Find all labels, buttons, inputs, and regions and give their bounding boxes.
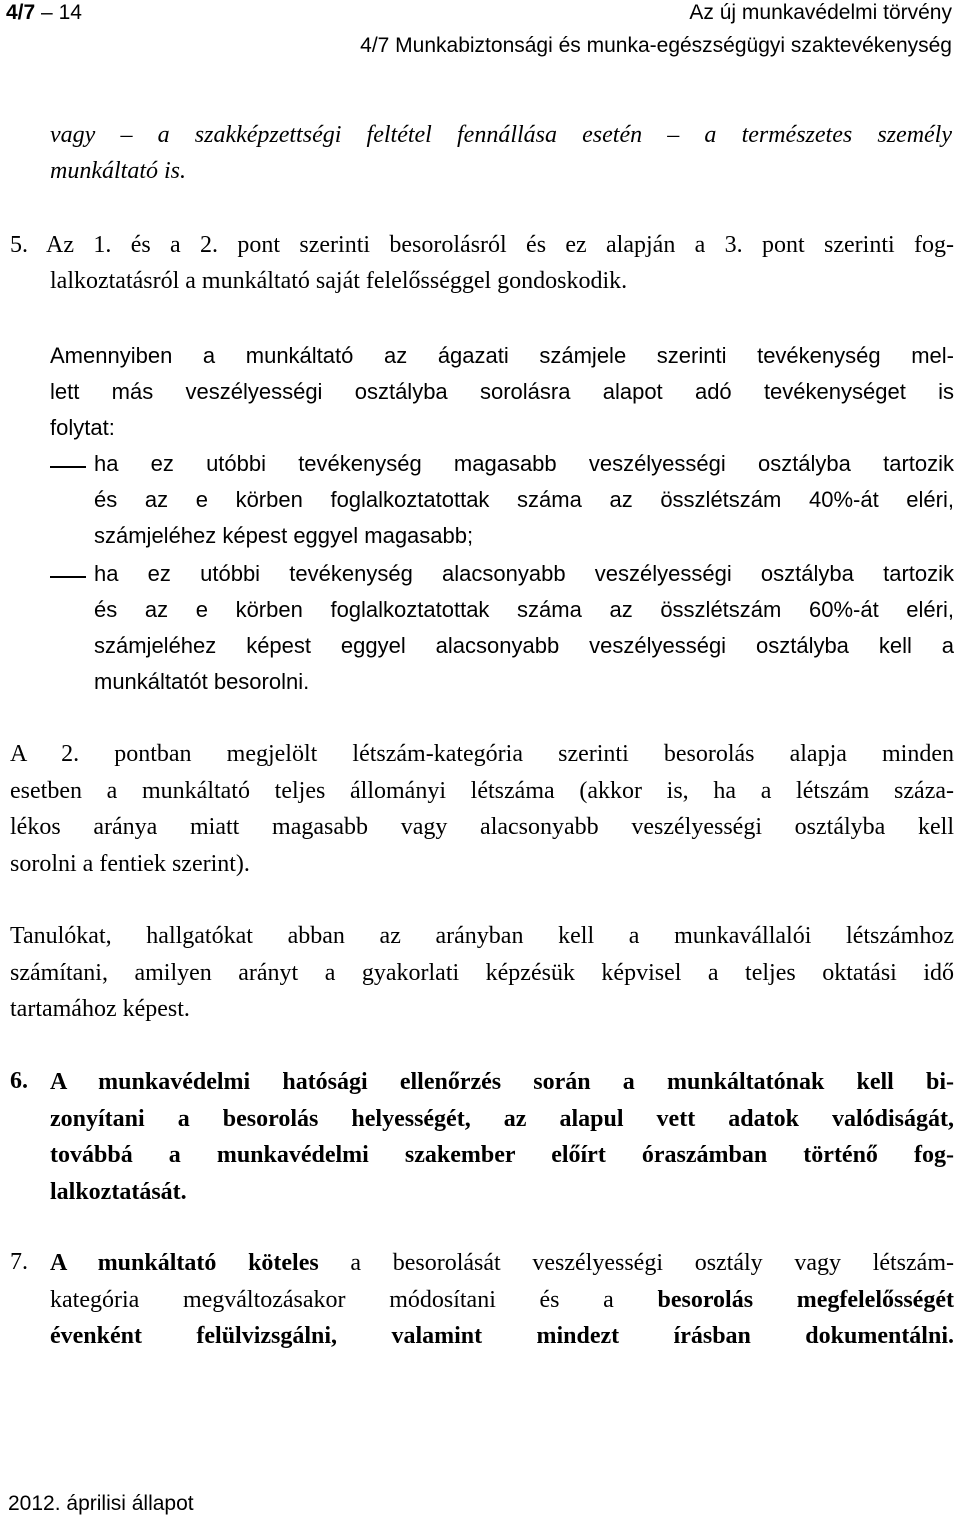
text-line: 5. Az 1. és a 2. pont szerinti besorolásról és ez alapján a 3. pont szerinti fog-: [10, 232, 954, 258]
text-line: Tanulókat, hallgatókat abban az arányban kell a munkavállalói létszámhoz: [10, 923, 954, 949]
text-line: vagy – a szakképzettségi feltétel fennállása esetén – a természetes személy: [50, 122, 952, 148]
text-line: lett más veszélyességi osztályba sorolásra alapot adó tevékenységet is: [50, 379, 954, 404]
chapter-subtitle: 4/7 Munkabiztonsági és munka-egészségügyi szaktevékenység: [360, 34, 952, 57]
text-line: és az e körben foglalkoztatottak száma az összlétszám 60%-át eléri,: [94, 597, 954, 622]
text-line: évenként felülvizsgálni, valamint mindezt írásban dokumentálni.: [50, 1323, 954, 1349]
text-line: tartamához képest.: [10, 996, 190, 1022]
page-number: 14: [58, 1, 82, 24]
text-line: folytat:: [50, 415, 115, 440]
bullet-item-2: [94, 556, 954, 700]
text-line: [50, 1282, 954, 1319]
bullet-dash: [50, 466, 86, 468]
text-line: számjeléhez képest eggyel alacsonyabb veszélyességi osztályba kell a: [94, 633, 954, 658]
text-line: A 2. pontban megjelölt létszám-kategória szerinti besorolás alapja minden: [10, 741, 954, 767]
text-line: ha ez utóbbi tevékenység alacsonyabb veszélyességi osztályba tartozik: [94, 561, 954, 586]
plain-phrase: kategória megváltozásakor módosítani és a: [50, 1286, 658, 1313]
text-line: Amennyiben a munkáltató az ágazati számjele szerinti tevékenység mel-: [50, 343, 954, 368]
text-line: és az e körben foglalkoztatottak száma az összlétszám 40%-át eléri,: [94, 487, 954, 512]
text-line: sorolni a fentiek szerint).: [10, 850, 250, 877]
point-5-line-1: [10, 228, 954, 264]
sans-paragraph: [50, 338, 954, 446]
bullet-item-1: [94, 446, 954, 554]
text-line: munkáltató is.: [50, 157, 186, 184]
intro-paragraph: [50, 118, 952, 189]
text-line: ha ez utóbbi tevékenység magasabb veszélyességi osztályba tartozik: [94, 451, 954, 476]
point-6-number: 6.: [10, 1068, 28, 1094]
text-line: számítani, amilyen arányt a gyakorlati képzésük képvisel a teljes oktatási idő: [10, 959, 954, 986]
text-line: [50, 1245, 954, 1282]
point-6-text: [50, 1064, 954, 1210]
header-left: [6, 1, 82, 25]
text-line: lalkoztatásról a munkáltató saját felelősséggel gondoskodik.: [50, 268, 628, 294]
text-line: számjeléhez képest eggyel magasabb;: [94, 523, 474, 548]
section-number: 4/7: [6, 1, 36, 24]
point-7-text: [50, 1245, 954, 1355]
bullet-dash: [50, 576, 86, 578]
header-dash: –: [41, 1, 53, 24]
text-line: zonyítani a besorolás helyességét, az alapul vett adatok valódiságát,: [50, 1105, 954, 1132]
paragraph-students: [10, 918, 954, 1028]
text-line: esetben a munkáltató teljes állományi létszáma (akkor is, ha a létszám száza-: [10, 777, 954, 804]
bold-phrase: besorolás megfelelősségét: [657, 1286, 954, 1313]
paragraph-category-basis: [10, 736, 954, 882]
text-line: lalkoztatását.: [50, 1178, 187, 1205]
point-7-number: 7.: [10, 1249, 28, 1275]
edition-status: 2012. áprilisi állapot: [8, 1492, 194, 1515]
text-line: lékos aránya miatt magasabb vagy alacsonyabb veszélyességi osztályba kell: [10, 814, 954, 840]
page-header: [0, 0, 952, 30]
bold-phrase: A munkáltató köteles: [50, 1250, 319, 1276]
text-line: továbbá a munkavédelmi szakember előírt óraszámban történő fog-: [50, 1142, 954, 1168]
book-title: Az új munkavédelmi törvény: [689, 1, 952, 24]
text-line: A munkavédelmi hatósági ellenőrzés során a munkáltatónak kell bi-: [50, 1069, 954, 1095]
text-line: munkáltatót besorolni.: [94, 669, 310, 694]
point-5-line-2: [50, 264, 954, 300]
plain-phrase: a besorolását veszélyességi osztály vagy létszám-: [318, 1250, 954, 1276]
